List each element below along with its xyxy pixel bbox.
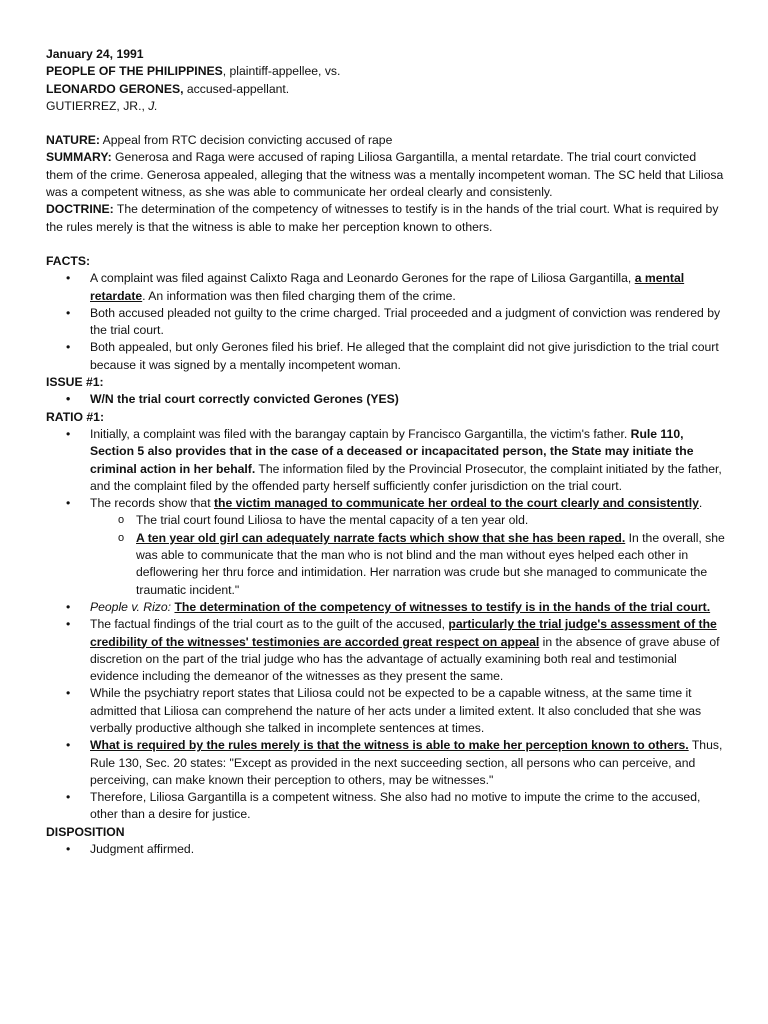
case-citation: People v. Rizo: bbox=[90, 599, 172, 614]
doctrine-label: DOCTRINE: bbox=[46, 202, 114, 217]
ratio-text: Thus, Rule 130, Sec. 20 states: "Except as provided in the next succeeding section, all persons who can perceive, and perceiving, can make known their perception to others, may be witnesses." bbox=[90, 738, 723, 787]
nature-text: Appeal from RTC decision convicting accused of rape bbox=[99, 133, 393, 148]
ratio-text: The records show that bbox=[90, 496, 214, 511]
summary-text: Generosa and Raga were accused of raping Liliosa Gargantilla, a mental retardate. The trial court convicted them of the crime. Generosa appealed, alleging that the witness was a mentally incompetent woman. The SC held that Liliosa was a competent witness, as she was able to communicate her ordeal clearly and consistenly. bbox=[46, 150, 724, 200]
ratio-text: . bbox=[698, 496, 703, 511]
ratio-emphasis: A ten year old girl can adequately narrate facts which show that she has been raped. bbox=[136, 530, 626, 545]
facts-list bbox=[46, 270, 726, 374]
issue-list bbox=[46, 391, 726, 408]
fact-text: Both appealed, but only Gerones filed his brief. He alleged that the complaint did not give jurisdiction to the trial court because it was signed by a mentally incompetent woman. bbox=[90, 340, 719, 372]
case-date: January 24, 1991 bbox=[46, 47, 144, 61]
case-digest-page bbox=[46, 46, 726, 858]
disposition-list bbox=[46, 841, 726, 858]
ratio-text: Therefore, Liliosa Gargantilla is a competent witness. She also had no motive to impute the crime to the accused, other than a desire for justice. bbox=[90, 790, 701, 822]
list-item bbox=[46, 530, 726, 599]
doctrine-text: The determination of the competency of witnesses to testify is in the hands of the trial court. What is required by the rules merely is that the witness is able to make her perception known to others. bbox=[46, 202, 719, 234]
list-item bbox=[46, 391, 726, 408]
list-item bbox=[46, 616, 726, 685]
list-item bbox=[46, 426, 726, 495]
ratio-emphasis: the victim managed to communicate her ordeal to the court clearly and consistently bbox=[213, 496, 699, 511]
fact-emphasis: a mental retardate bbox=[90, 271, 685, 303]
accused-name: LEONARDO GERONES, bbox=[46, 81, 184, 96]
ratio-text: The factual findings of the trial court as to the guilt of the accused, bbox=[90, 617, 449, 632]
ratio-emphasis: What is required by the rules merely is that the witness is able to make her perception known to others. bbox=[90, 738, 689, 753]
spacer bbox=[46, 236, 726, 253]
list-item bbox=[46, 495, 726, 599]
list-item bbox=[46, 305, 726, 340]
ratio-text: In the overall, she was able to communicate that the man who is not blind and the man without eyes helped each other in deflowering her thru force and intimidation. Her narration was crude but she managed to communicate the traumatic incident." bbox=[136, 530, 725, 597]
list-item bbox=[46, 339, 726, 374]
ratio-emphasis: particularly the trial judge's assessment of the credibility of the witnesses' testimonies are accorded great respect on appeal bbox=[90, 617, 717, 649]
ratio-sublist bbox=[46, 512, 726, 598]
plaintiff-role: , plaintiff-appellee, vs. bbox=[222, 64, 341, 79]
fact-text: Both accused pleaded not guilty to the crime charged. Trial proceeded and a judgment of conviction was rendered by the trial court. bbox=[90, 305, 721, 338]
nature-section bbox=[46, 132, 726, 149]
nature-label: NATURE: bbox=[46, 133, 100, 148]
issue-heading: ISSUE #1: bbox=[46, 375, 104, 390]
accused-role: accused-appellant. bbox=[183, 81, 290, 96]
ponente-name: GUTIERREZ, JR., bbox=[46, 98, 149, 113]
accused-line bbox=[46, 81, 726, 98]
ratio-text: in the absence of grave abuse of discretion on the part of the trial judge who has the advantage of actually examining both real and testimonial evidence including the demeanor of the witnesses as they present the same. bbox=[90, 634, 720, 684]
ponente-line bbox=[46, 98, 726, 115]
summary-label: SUMMARY: bbox=[46, 150, 112, 165]
ratio-text: While the psychiatry report states that Liliosa could not be expected to be a capable witness, at the same time it admitted that Liliosa can comprehend the nature of her acts under a limited extent. It also concluded that she was verbally productive although she talked in incomplete sentences at times. bbox=[90, 686, 702, 735]
plaintiff-line bbox=[46, 63, 726, 80]
fact-text: A complaint was filed against Calixto Raga and Leonardo Gerones for the rape of Liliosa Gargantilla, bbox=[90, 271, 635, 286]
ratio-heading: RATIO #1: bbox=[46, 409, 105, 424]
disposition-heading: DISPOSITION bbox=[46, 824, 125, 839]
issue-text: W/N the trial court correctly convicted Gerones (YES) bbox=[90, 392, 399, 407]
list-item bbox=[46, 789, 726, 824]
spacer bbox=[46, 115, 726, 132]
list-item bbox=[46, 841, 726, 858]
fact-text: . An information was then filed charging them of the crime. bbox=[142, 288, 456, 303]
list-item bbox=[46, 599, 726, 616]
list-item bbox=[46, 737, 726, 789]
ratio-emphasis: Rule 110, Section 5 also provides that in the case of a deceased or incapacitated person, the State may initiate the criminal action in her behalf. bbox=[90, 426, 694, 476]
ratio-text: Initially, a complaint was filed with the barangay captain by Francisco Gargantilla, the victim's father. bbox=[90, 426, 631, 441]
summary-section bbox=[46, 149, 726, 201]
list-item bbox=[46, 685, 726, 737]
list-item bbox=[46, 270, 726, 305]
facts-heading: FACTS: bbox=[46, 253, 91, 268]
ponente-title: J. bbox=[148, 98, 158, 113]
ratio-emphasis: The determination of the competency of witnesses to testify is in the hands of the trial court. bbox=[174, 599, 711, 614]
disposition-text: Judgment affirmed. bbox=[90, 842, 195, 857]
plaintiff-name: PEOPLE OF THE PHILIPPINES bbox=[46, 64, 223, 79]
doctrine-section bbox=[46, 201, 726, 236]
ratio-text: The trial court found Liliosa to have the mental capacity of a ten year old. bbox=[136, 513, 529, 528]
ratio-list bbox=[46, 426, 726, 824]
ratio-text: The information filed by the Provincial Prosecutor, the complaint initiated by the father, and the complaint filed by the offended party herself sufficiently confer jurisdiction on the trial court. bbox=[90, 461, 722, 493]
list-item bbox=[46, 512, 726, 529]
